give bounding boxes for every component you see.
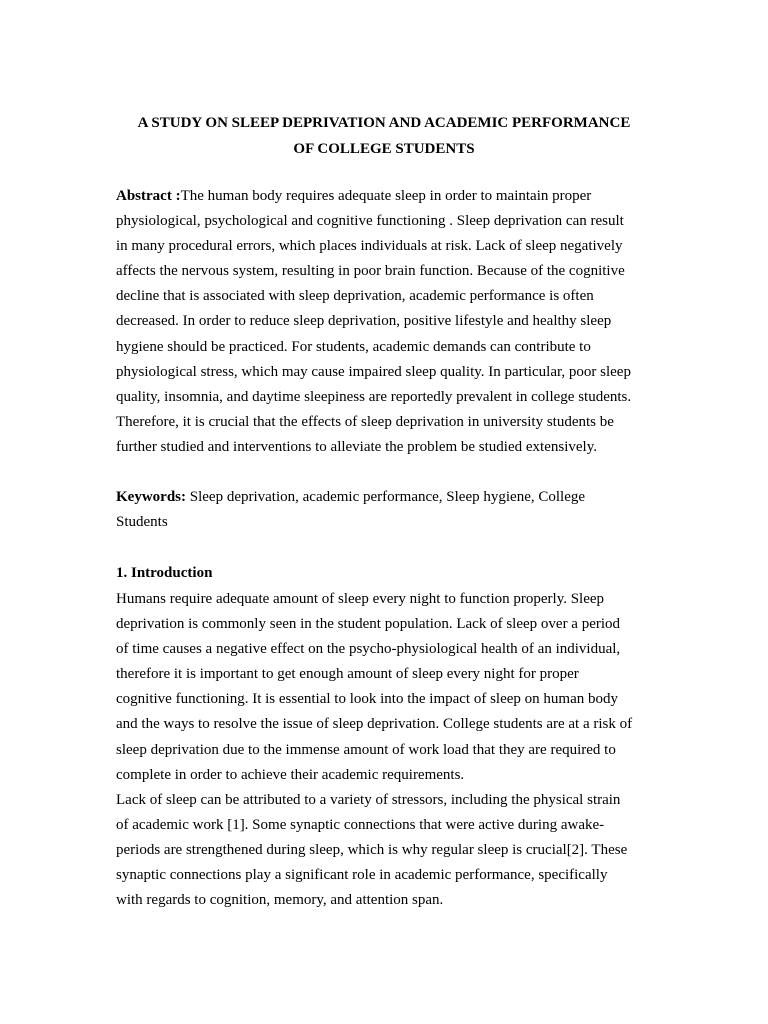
intro-line: Lack of sleep can be attributed to a variety of stressors, including the physical strain: [116, 791, 621, 808]
intro-line: synaptic connections play a significant role in academic performance, specifically: [116, 867, 608, 884]
intro-line: cognitive functioning. It is essential to look into the impact of sleep on human body: [116, 691, 618, 708]
keywords-label: Keywords:: [116, 489, 186, 505]
abstract-label: Abstract :: [116, 188, 181, 204]
title-line-2: OF COLLEGE STUDENTS: [293, 141, 475, 157]
abstract-line: physiological stress, which may cause impaired sleep quality. In particular, poor sleep: [116, 363, 631, 380]
abstract-section: [116, 184, 652, 460]
intro-line: Humans require adequate amount of sleep every night to function properly. Sleep: [116, 591, 605, 607]
abstract-line: quality, insomnia, and daytime sleepiness are reportedly prevalent in college students.: [116, 388, 632, 405]
abstract-line: hygiene should be practiced. For students, academic demands can contribute to: [116, 338, 591, 355]
abstract-line: affects the nervous system, resulting in poor brain function. Because of the cognitive: [116, 263, 625, 280]
title-line-1: A STUDY ON SLEEP DEPRIVATION AND ACADEMIC PERFORMANCE: [137, 115, 631, 131]
abstract-line: physiological, psychological and cognitive functioning . Sleep deprivation can result: [116, 213, 624, 230]
intro-line: with regards to cognition, memory, and attention span.: [116, 892, 444, 909]
abstract-line: in many procedural errors, which places individuals at risk. Lack of sleep negatively: [116, 238, 623, 255]
intro-line: of time causes a negative effect on the psycho-physiological health of an individual,: [116, 641, 621, 658]
keywords-section: [116, 485, 652, 535]
intro-line: sleep deprivation due to the immense amount of work load that they are required to: [116, 741, 616, 758]
intro-line: therefore it is important to get enough amount of sleep every night for proper: [116, 666, 579, 683]
intro-line: and the ways to resolve the issue of sleep deprivation. College students are at a risk of: [116, 716, 633, 733]
intro-line: complete in order to achieve their academic requirements.: [116, 766, 465, 783]
introduction-body: [116, 587, 652, 913]
abstract-line: further studied and interventions to alleviate the problem be studied extensively.: [116, 438, 597, 455]
keywords-line: [116, 485, 652, 510]
intro-line: periods are strengthened during sleep, which is why regular sleep is crucial[2]. These: [116, 841, 628, 858]
intro-line: of academic work [1]. Some synaptic connections that were active during awake-: [116, 816, 605, 833]
keywords-text: Sleep deprivation, academic performance, Sleep hygiene, College: [186, 489, 586, 505]
abstract-line: [116, 184, 652, 209]
keywords-line: Students: [116, 514, 168, 531]
abstract-line: decreased. In order to reduce sleep deprivation, positive lifestyle and healthy sleep: [116, 313, 612, 330]
abstract-text: The human body requires adequate sleep in order to maintain proper: [180, 188, 592, 204]
section-heading-introduction: 1. Introduction: [116, 565, 213, 581]
abstract-line: Therefore, it is crucial that the effects of sleep deprivation in university students be: [116, 413, 614, 430]
abstract-line: decline that is associated with sleep deprivation, academic performance is often: [116, 288, 594, 305]
intro-line: deprivation is commonly seen in the student population. Lack of sleep over a period: [116, 616, 621, 633]
paper-title: [116, 110, 652, 162]
